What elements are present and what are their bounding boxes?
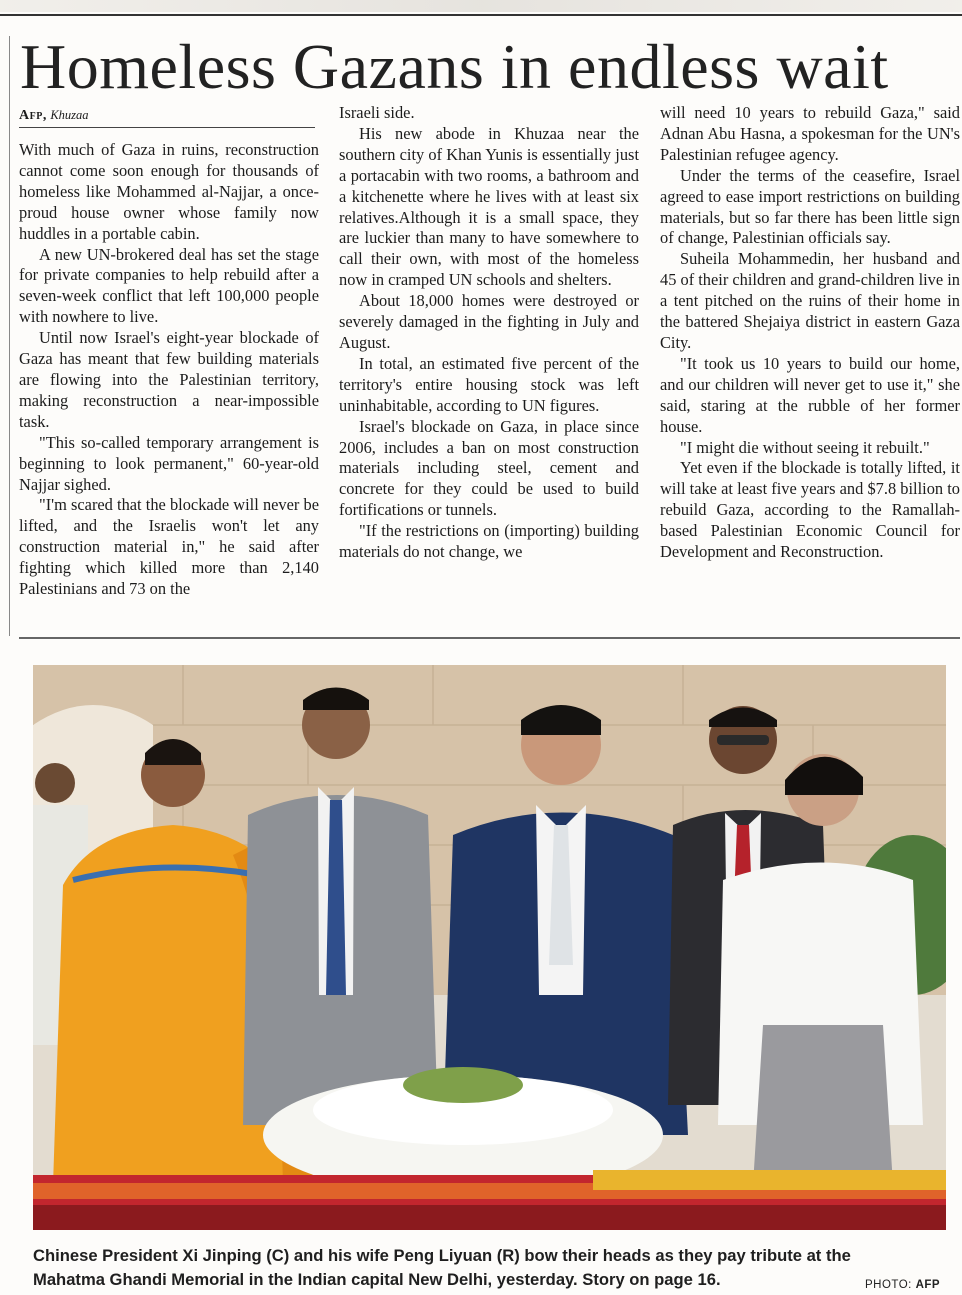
- paragraph: Until now Israel's eight-year blockade of Gaza has meant that few building materials are flowing into the Palestinian territory, making reconstruction a near-impossible task.: [19, 328, 319, 431]
- paragraph: "I might die without seeing it rebuilt.": [680, 437, 930, 457]
- news-photo: [33, 665, 946, 1230]
- paragraph: "This so-called temporary arrangement is beginning to look permanent," 60-year-old Najjar sighed.: [19, 432, 319, 494]
- paragraph: With much of Gaza in ruins, reconstruction cannot come soon enough for thousands of homeless like Mohammed al-Najjar, a once-proud house owner whose family now huddles in a portable cabin.: [19, 140, 319, 243]
- paragraph: His new abode in Khuzaa near the southern city of Khan Yunis is essentially just a portacabin with two rooms, a bathroom and a kitchenette where he lives with at least six relatives.Although it is a small space, they are luckier than many to have somewhere to call their own, with most of the homeless now in cramped UN schools and shelters.: [339, 123, 639, 290]
- paragraph: Under the terms of the ceasefire, Israel agreed to ease import restrictions on building materials, but so far there has been little sign of change, Palestinian officials say.: [660, 165, 960, 248]
- paragraph: "If the restrictions on (importing) building materials do not change, we: [339, 521, 639, 562]
- byline-rule: [19, 127, 315, 128]
- article-column-3: [660, 103, 960, 563]
- byline: [19, 106, 315, 125]
- previous-article-strip: [0, 0, 962, 12]
- paragraph: Israeli side.: [339, 103, 415, 122]
- paragraph: About 18,000 homes were destroyed or severely damaged in the fighting in July and August.: [339, 291, 639, 352]
- paragraph: "It took us 10 years to build our home, and our children will never get to use it," she said, staring at the rubble of her former house.: [660, 353, 960, 436]
- paragraph: Israel's blockade on Gaza, in place since 2006, includes a ban on most construction materials including steel, cement and concrete for they could be used to build fortifications or tunnels.: [339, 416, 639, 520]
- article-column-2: [339, 103, 639, 563]
- photo-illustration: [33, 665, 946, 1230]
- paragraph: Suheila Mohammedin, her husband and 45 of their children and grand-children live in a tent pitched on the ruins of their home in the battered Shejaiya district in eastern Gaza City.: [660, 249, 960, 352]
- section-divider: [19, 637, 960, 639]
- photo-credit-label: PHOTO:: [865, 1279, 912, 1291]
- caption-line-2: Mahatma Ghandi Memorial in the Indian capital New Delhi, yesterday. Story on page 16.: [33, 1270, 721, 1289]
- paragraph: Yet even if the blockade is totally lifted, it will take at least five years and $7.8 billion to rebuild Gaza, according to the Ramallah-based Palestinian Economic Council for Development and Reconstruction.: [660, 458, 960, 562]
- photo-credit: [865, 1279, 940, 1291]
- paragraph: will need 10 years to rebuild Gaza," said Adnan Abu Hasna, a spokesman for the UN's Palestinian refugee agency.: [660, 103, 960, 164]
- paragraph: In total, an estimated five percent of the territory's entire housing stock was left uninhabitable, according to UN figures.: [339, 353, 639, 415]
- article-column-1: [19, 140, 319, 600]
- paragraph: "I'm scared that the blockade will never be lifted, and the Israelis won't let any construction material in," he said after fighting which killed more than 2,140 Palestinians and 73 on the: [19, 495, 319, 599]
- paragraph: A new UN-brokered deal has set the stage for private companies to help rebuild after a seven-week conflict that left 100,000 people with nowhere to live.: [19, 244, 319, 327]
- column-rule-left: [9, 36, 10, 636]
- caption-line-1: Chinese President Xi Jinping (C) and his wife Peng Liyuan (R) bow their heads as they pay tribute at the: [33, 1246, 851, 1265]
- photo-caption: [33, 1244, 893, 1292]
- byline-place: Khuzaa: [50, 108, 89, 122]
- byline-agency: Afp,: [19, 108, 47, 123]
- top-rule: [0, 14, 962, 16]
- headline: Homeless Gazans in endless wait: [20, 31, 889, 102]
- photo-credit-agency: AFP: [915, 1279, 941, 1291]
